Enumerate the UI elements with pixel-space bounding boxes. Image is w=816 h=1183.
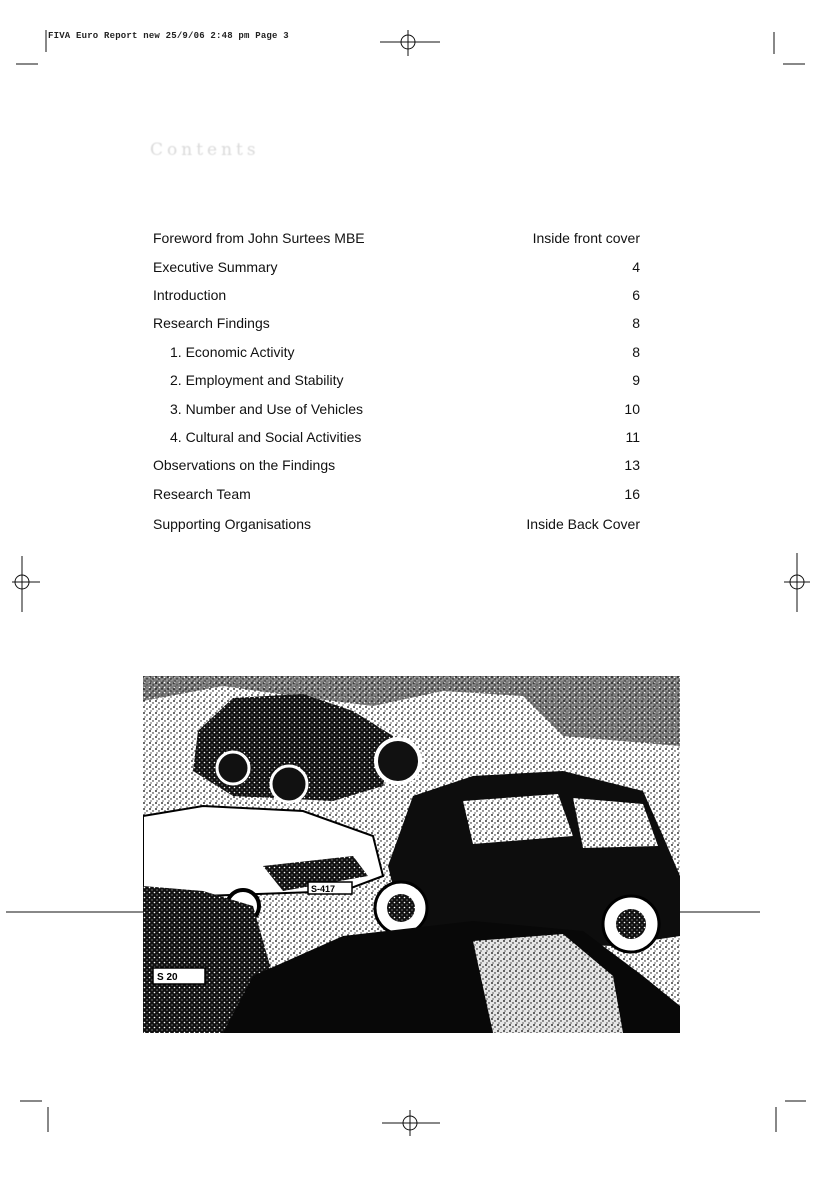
registration-mark-top	[380, 30, 440, 56]
toc-page: 6	[632, 286, 640, 303]
classic-cars-photo	[143, 676, 680, 1033]
wheel	[271, 766, 307, 802]
registration-mark-right	[784, 553, 810, 612]
wheel-hub	[616, 909, 646, 939]
toc-label: Executive Summary	[153, 258, 278, 275]
coupe-window	[463, 794, 573, 844]
toc-page: 10	[624, 400, 640, 417]
toc-page: 8	[632, 343, 640, 360]
toc-label: 3. Number and Use of Vehicles	[170, 400, 363, 417]
toc-row	[153, 281, 640, 309]
toc-page: 11	[625, 428, 640, 445]
toc-label: 1. Economic Activity	[170, 343, 295, 360]
toc-page: Inside front cover	[532, 230, 640, 247]
toc-page: 8	[632, 315, 640, 332]
toc-row	[153, 394, 640, 422]
toc-page: 9	[632, 372, 640, 389]
toc-row	[153, 224, 640, 252]
toc-page: Inside Back Cover	[526, 515, 640, 532]
toc-row	[153, 366, 640, 394]
toc-label: Research Team	[153, 485, 251, 502]
toc-label: Introduction	[153, 286, 227, 303]
toc-row	[153, 338, 640, 366]
wheel	[217, 752, 249, 784]
license-plate-1-text: S-417	[311, 884, 336, 894]
printer-slug: FIVA Euro Report new 25/9/06 2:48 pm Page 3	[48, 31, 289, 41]
wheel-hub	[387, 894, 415, 922]
toc-label: 4. Cultural and Social Activities	[170, 428, 362, 445]
toc-label: Observations on the Findings	[153, 457, 336, 474]
toc-label: Supporting Organisations	[153, 515, 311, 532]
toc-label: Research Findings	[153, 315, 270, 332]
toc-row	[153, 480, 640, 508]
toc-page: 16	[624, 485, 640, 502]
license-plate-2-text: S 20	[157, 972, 178, 983]
toc-row	[153, 451, 640, 479]
toc-label: Foreword from John Surtees MBE	[153, 230, 365, 247]
headlight	[376, 739, 420, 783]
toc-row	[153, 509, 640, 537]
toc-page: 4	[632, 258, 640, 275]
registration-mark-bottom	[382, 1110, 440, 1136]
table-of-contents	[153, 224, 640, 538]
toc-label: 2. Employment and Stability	[170, 372, 344, 389]
page-title-faded: Contents	[150, 140, 260, 160]
toc-page: 13	[624, 457, 640, 474]
toc-row	[153, 252, 640, 280]
toc-row	[153, 309, 640, 337]
registration-mark-left	[12, 556, 40, 612]
toc-row	[153, 423, 640, 451]
